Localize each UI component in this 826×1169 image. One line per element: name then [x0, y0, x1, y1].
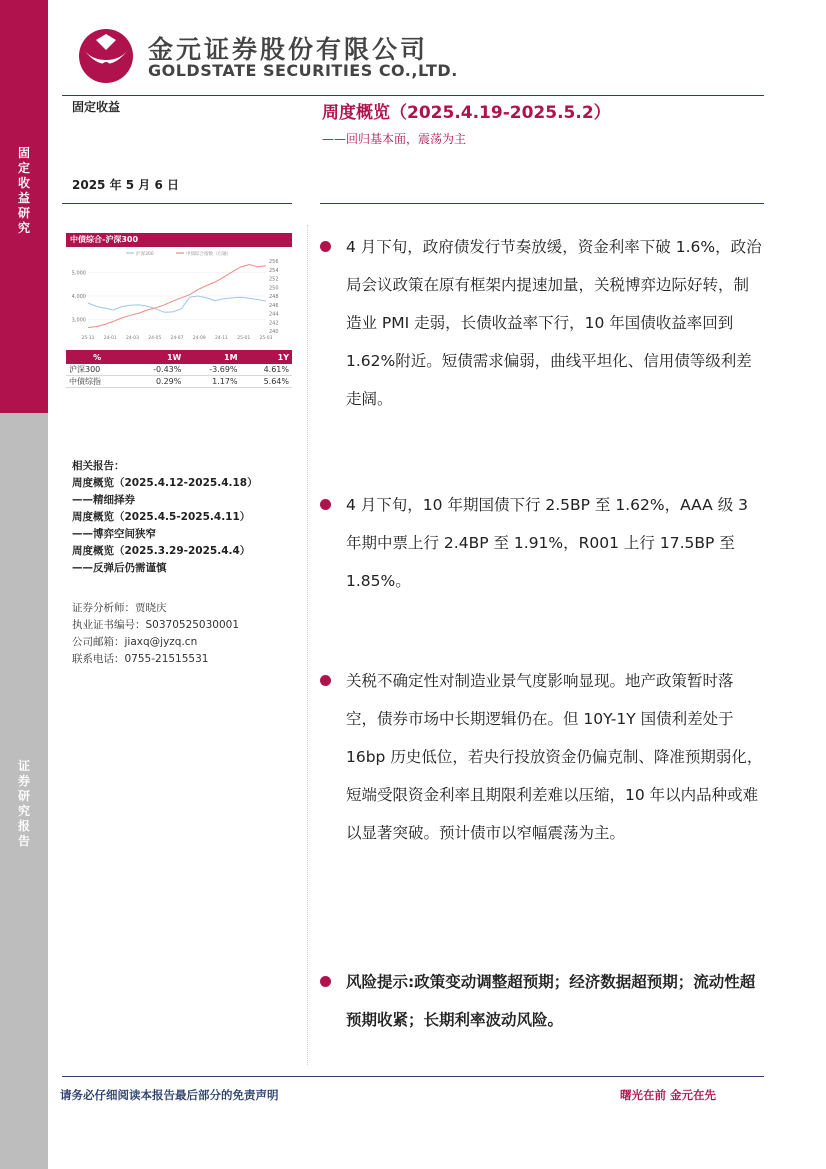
chart-x-tick-label: 24-11: [214, 336, 229, 341]
sidebar-bottom-label: 证券研究报告: [17, 759, 30, 848]
chart-right-tick-label: 248: [269, 294, 279, 300]
index-line-chart: [66, 247, 292, 347]
chart-x-tick-label: 24-05: [148, 336, 162, 341]
related-heading: 相关报告：: [72, 460, 125, 472]
chart-x-axis: [81, 335, 272, 341]
chart-x-tick-label: 25-03: [259, 336, 273, 341]
bullet-dot-icon: [320, 241, 331, 252]
related-report-subtitle: ——反弹后仍需谨慎: [72, 562, 167, 574]
sidebar-bottom-band: [0, 413, 48, 1169]
chart-right-tick-label: 240: [269, 329, 279, 335]
chart-gridlines: [88, 273, 266, 320]
report-title: 周度概览（2025.4.19-2025.5.2）: [322, 103, 611, 123]
chart-right-tick-label: 252: [269, 276, 279, 283]
summary-bullet: [320, 662, 764, 852]
bullet-dot-icon: [320, 675, 331, 686]
sidebar-top-label: 固定收益研究: [17, 146, 30, 235]
related-report-link[interactable]: 周度概览（2025.3.29-2025.4.4）: [72, 545, 251, 557]
related-report-link[interactable]: 周度概览（2025.4.12-2025.4.18）: [72, 477, 258, 489]
related-report-subtitle: ——精细择券: [72, 494, 135, 506]
table-header-row: [66, 350, 292, 364]
footer-rule: [62, 1076, 764, 1077]
chart-right-tick-label: 250: [269, 285, 279, 292]
chart-x-tick-label: 24-07: [170, 336, 184, 341]
company-logo-icon: [76, 26, 136, 86]
column-divider: [307, 225, 308, 1065]
analyst-email[interactable]: 公司邮箱：jiaxq@jyzq.cn: [72, 636, 198, 648]
chart-header: 中债综合-沪深300: [66, 233, 292, 247]
bullet-dot-icon: [320, 499, 331, 510]
related-report-subtitle: ——博弈空间狭窄: [72, 528, 156, 540]
bullet-text: 4 月下旬，10 年期国债下行 2.5BP 至 1.62%，AAA 级 3 年期中票上行 2.4BP 至 1.91%，R001 上行 17.5BP 至 1.85%。: [346, 496, 748, 590]
bullet-text: 4 月下旬，政府债发行节奏放缓，资金利率下破 1.6%，政治局会议政策在原有框架内提速加量，关税博弈边际好转，制造业 PMI 走弱，长债收益率下行，10 年国债收益率回到 1.62%附近。短债需求偏弱，曲线平坦化、信用债等级利差走阔。: [346, 238, 762, 408]
analyst-info: [72, 600, 239, 668]
left-info-rule: [62, 203, 292, 204]
table-cell: 4.61%: [241, 364, 292, 376]
bullet-text: 关税不确定性对制造业景气度影响显现。地产政策暂时落空，债券市场中长期逻辑仍在。但 10Y-1Y 国债利差处于 16bp 历史低位，若央行投放资金仍偏克制、降准预期弱化，短端受限资金利率且期限利差难以压缩，10 年以内品种或难以显著突破。预计债市以窄幅震荡为主。: [346, 672, 763, 842]
report-date: 2025 年 5 月 6 日: [72, 178, 179, 192]
chart-x-tick-label: 24-03: [125, 336, 140, 341]
chart-right-tick-label: 246: [269, 302, 279, 309]
sidebar-top-band: [0, 0, 48, 413]
chart-left-tick-label: 3,000: [71, 317, 86, 324]
chart-right-tick-label: 256: [269, 259, 279, 265]
table-cell: -3.69%: [184, 364, 240, 376]
footer-disclaimer: 请务必仔细阅读本报告最后部分的免责声明: [60, 1088, 279, 1102]
analyst-license: 执业证书编号：S0370525030001: [72, 619, 240, 631]
risk-bullet: [320, 963, 764, 1039]
analyst-phone: 联系电话：0755-21515531: [72, 653, 209, 665]
table-cell: -0.43%: [128, 364, 184, 376]
chart-x-tick-label: 24-01: [103, 336, 117, 341]
related-report-link[interactable]: 周度概览（2025.4.5-2025.4.11）: [72, 511, 251, 523]
chart-series-line: [88, 296, 266, 312]
chart-left-tick-label: 4,000: [71, 294, 86, 300]
analyst-name: 证券分析师：贾晓庆: [72, 602, 167, 614]
chart-left-tick-label: 5,000: [71, 270, 86, 277]
company-name-en: GOLDSTATE SECURITIES CO.,LTD.: [148, 61, 458, 80]
chart-x-tick-label: 24-09: [192, 336, 206, 341]
chart-right-axis: [269, 259, 279, 335]
table-row: [66, 376, 292, 388]
table-cell: 1.17%: [184, 376, 240, 388]
footer-slogan: 曙光在前 金元在先: [620, 1088, 717, 1102]
performance-table: [66, 350, 292, 388]
chart-legend-label: 中债综合指数（右轴）: [186, 252, 231, 257]
header-rule: [62, 95, 764, 96]
chart-right-tick-label: 244: [269, 311, 279, 318]
chart-right-tick-label: 242: [269, 320, 279, 327]
table-row: [66, 364, 292, 376]
chart-left-axis: [72, 271, 86, 324]
report-category: 固定收益: [72, 100, 121, 114]
bullet-dot-icon: [320, 976, 331, 987]
chart-right-tick-label: 254: [269, 267, 279, 274]
table-cell: 0.29%: [128, 376, 184, 388]
chart-x-tick-label: 25-11: [81, 336, 95, 341]
related-reports: [72, 458, 258, 577]
table-cell: 沪深300: [66, 364, 128, 376]
summary-bullet: [320, 228, 764, 418]
title-rule: [320, 203, 764, 204]
summary-bullet: [320, 486, 764, 600]
table-cell: 中债综指: [66, 376, 128, 388]
table-header-cell: 1M: [184, 350, 240, 364]
table-header-cell: 1Y: [241, 350, 292, 364]
table-header-cell: %: [66, 350, 128, 364]
table-cell: 5.64%: [241, 376, 292, 388]
chart-legend-label: 沪深300: [136, 252, 154, 257]
table-header-cell: 1W: [128, 350, 184, 364]
chart-x-tick-label: 25-01: [237, 336, 251, 341]
report-subtitle: ——回归基本面，震荡为主: [322, 132, 467, 146]
company-name-cn: 金元证券股份有限公司: [148, 35, 429, 64]
chart-legend: [126, 250, 231, 257]
risk-text: 风险提示:政策变动调整超预期；经济数据超预期；流动性超预期收紧；长期利率波动风险。: [346, 973, 756, 1029]
